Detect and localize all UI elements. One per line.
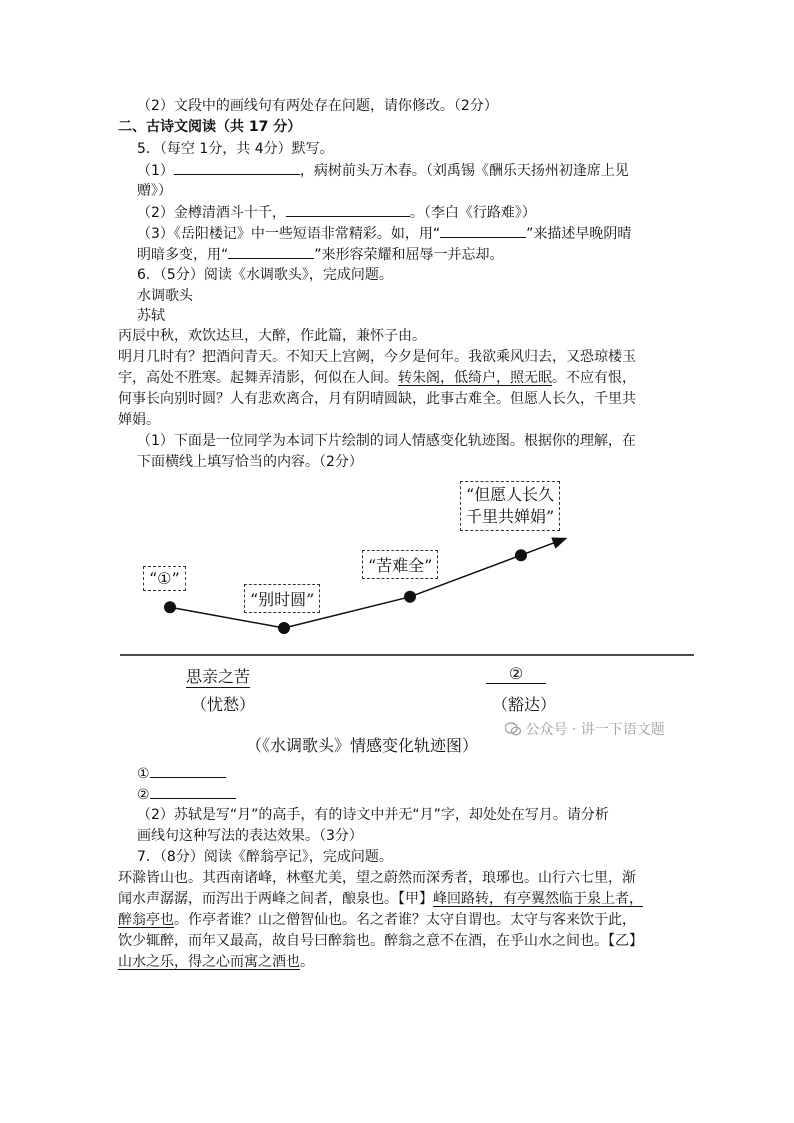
point-label: “①” (149, 569, 180, 588)
question-6-2-cont: 画线句这种写法的表达效果。（3分） (137, 828, 363, 844)
trajectory-point (278, 622, 290, 634)
underlined-sentence: 醉翁亭也 (118, 912, 174, 928)
answer-2: ② (137, 784, 236, 805)
answer-1: ① (137, 763, 226, 784)
poem-line: 婵娟。 (118, 412, 160, 428)
section-2-heading: 二、古诗文阅读（共 17 分） (118, 119, 302, 135)
point-label-box-1 (143, 566, 186, 591)
question-5-3-cont: 明暗多变，用“ ”来形容荣耀和屈辱一并忘却。 (137, 244, 504, 265)
question-5-2: （2）金樽清酒斗十千， 。（李白《行路难》） (137, 202, 536, 223)
poem-line: 宇，高处不胜寒。起舞弄清影，何似在人间。转朱阁，低绮户，照无眠。不应有恨， (118, 370, 636, 386)
answer-blank[interactable] (174, 160, 300, 175)
passage-line: 环滁皆山也。其西南诸峰，林壑尤美，望之蔚然而深秀者，琅琊也。山行六七里，渐 (118, 870, 636, 886)
poem-preface: 丙辰中秋，欢饮达旦，大醉，作此篇，兼怀子由。 (118, 328, 426, 344)
trajectory-point (404, 591, 416, 603)
axis-right-sub: （豁达） (492, 695, 557, 714)
underlined-sentence: 转朱阁，低绮户，照无眠 (398, 370, 552, 386)
question-6: 6．（5分）阅读《水调歌头》，完成问题。 (137, 267, 393, 283)
question-6-1-cont: 下面横线上填写恰当的内容。（2分） (137, 454, 363, 470)
point-label: 千里共婵娟” (466, 507, 555, 526)
underlined-sentence: 峰回路转，有亭翼然临于泉上者， (433, 891, 643, 907)
chart-title: （《水调歌头》情感变化轨迹图） (246, 736, 479, 755)
passage-line: 饮少辄醉，而年又最高，故自号曰醉翁也。醉翁之意不在酒，在乎山水之间也。【乙】 (118, 933, 643, 949)
question-7: 7．（8分）阅读《醉翁亭记》，完成问题。 (137, 849, 393, 865)
passage-line: 醉翁亭也。作亭者谁？山之僧智仙也。名之者谁？太守自谓也。太守与客来饮于此， (118, 912, 636, 928)
trajectory-point (515, 549, 527, 561)
question-5: 5．（每空 1分，共 4分）默写。 (137, 141, 334, 157)
question-4-2: （2）文段中的画线句有两处存在问题，请你修改。（2分） (137, 98, 498, 114)
poem-author: 苏轼 (137, 308, 165, 324)
question-5-1: （1） ，病树前头万木春。（刘禹锡《酬乐天扬州初逢席上见 (137, 160, 629, 181)
axis-left-label: 思亲之苦 (186, 664, 250, 688)
underlined-sentence: 山水之乐，得之心而寓之酒也 (118, 954, 300, 970)
answer-blank[interactable] (150, 763, 226, 778)
point-label: “苦难全” (368, 556, 433, 575)
point-label-box-3 (362, 550, 438, 579)
poem-line: 何事长向别时圆？人有悲欢离合，月有阴晴圆缺，此事古难全。但愿人长久，千里共 (118, 391, 636, 407)
wechat-icon (505, 722, 521, 736)
question-5-1-cont: 赠》） (137, 183, 172, 199)
answer-blank[interactable] (286, 202, 410, 217)
question-6-2: （2）苏轼是写“月”的高手，有的诗文中并无“月”字，却处处在写月。请分析 (137, 807, 609, 823)
trajectory-point (164, 601, 176, 613)
question-6-1: （1）下面是一位同学为本词下片绘制的词人情感变化轨迹图。根据你的理解，在 (137, 433, 636, 449)
answer-blank[interactable] (440, 223, 526, 238)
trajectory-arrow (521, 538, 566, 555)
answer-blank[interactable] (150, 784, 236, 799)
poem-title: 水调歌头 (137, 288, 193, 304)
poem-line: 明月几时有？把酒问青天。不知天上宫阙，今夕是何年。我欲乘风归去，又恐琼楼玉 (118, 349, 636, 365)
point-label: “但愿人长久 (466, 485, 555, 504)
question-5-3: （3）《岳阳楼记》中一些短语非常精彩。如，用“ ”来描述早晚阴晴 (137, 223, 631, 244)
passage-line: 闻水声潺潺，而泻出于两峰之间者，酿泉也。【甲】峰回路转，有亭翼然临于泉上者， (118, 891, 643, 907)
axis-right-label: ② (486, 664, 546, 684)
point-label: “别时圆” (250, 590, 315, 609)
answer-blank[interactable] (228, 244, 314, 259)
point-label-box-2 (244, 584, 320, 613)
watermark: 公众号 · 讲一下语文题 (505, 719, 665, 739)
axis-left-sub: （忧愁） (191, 695, 256, 714)
emotion-trajectory-chart (0, 470, 794, 740)
passage-line: 山水之乐，得之心而寓之酒也。 (118, 954, 314, 970)
point-label-box-4 (460, 481, 560, 531)
